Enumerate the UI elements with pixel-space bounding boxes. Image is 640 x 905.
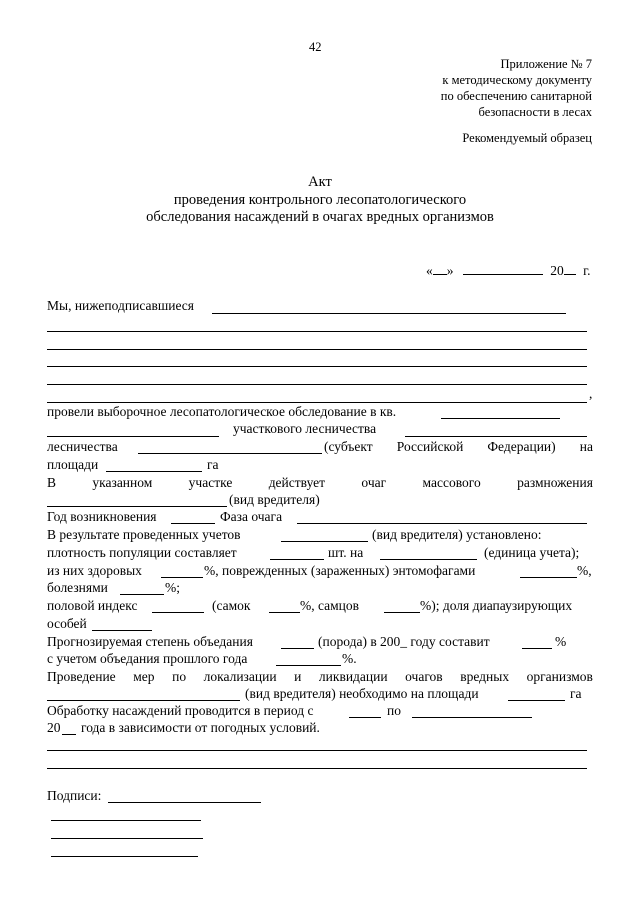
- sex-index-field[interactable]: [152, 612, 204, 613]
- undersigned-line-3[interactable]: [47, 349, 587, 350]
- density-unit-field[interactable]: [380, 559, 477, 560]
- individuals-field[interactable]: [92, 630, 152, 631]
- annex-line-1: Приложение № 7: [500, 57, 592, 71]
- density-field[interactable]: [270, 559, 324, 560]
- entomophage-field[interactable]: [520, 577, 577, 578]
- treatment-from-field[interactable]: [349, 717, 381, 718]
- forestry-field[interactable]: [138, 453, 322, 454]
- undersigned-line-5[interactable]: [47, 384, 587, 385]
- entomophage-unit: %,: [577, 563, 592, 578]
- pest-field[interactable]: [47, 506, 227, 507]
- signature-line-3[interactable]: [51, 838, 203, 839]
- male-label: %, самцов: [300, 598, 360, 613]
- density-unit-label: (единица учета);: [484, 545, 580, 560]
- female-field[interactable]: [269, 612, 300, 613]
- district-label: участкового лесничества: [233, 421, 377, 436]
- forecast-label-2: (порода) в 200_ году составит: [318, 634, 490, 649]
- measures-sentence: Проведение мер по локализации и ликвидации очагов вредных организмов: [47, 669, 593, 684]
- weather-label: года в зависимости от погодных условий.: [81, 720, 320, 735]
- area-unit: га: [207, 457, 219, 472]
- comma: ,: [589, 386, 593, 401]
- measures-area-field[interactable]: [508, 700, 565, 701]
- doc-title: Акт: [308, 174, 332, 190]
- doc-title-line-2: проведения контрольного лесопатологического: [173, 192, 467, 208]
- measures-area-unit: га: [570, 686, 582, 701]
- male-field[interactable]: [384, 612, 420, 613]
- annex-line-2: к методическому документу: [442, 73, 592, 87]
- measures-label-2: (вид вредителя) необходимо на площади: [245, 686, 479, 701]
- conducted-label: провели выборочное лесопатологическое обследование в кв.: [47, 404, 397, 419]
- diapause-label: %); доля диапаузирующих: [420, 598, 573, 613]
- forecast-unit: %: [555, 634, 567, 649]
- year-field[interactable]: [171, 523, 215, 524]
- page-number: 42: [309, 40, 322, 54]
- treatment-to-field[interactable]: [412, 717, 532, 718]
- recommended-sample: Рекомендуемый образец: [462, 131, 592, 145]
- results-label: В результате проведенных учетов: [47, 527, 241, 542]
- results-pest-field[interactable]: [281, 541, 368, 542]
- year-prefix: 20: [47, 720, 61, 735]
- undersigned-line-6[interactable]: [47, 402, 587, 403]
- area-field[interactable]: [106, 471, 202, 472]
- treatment-label: Обработку насаждений проводится в период с: [47, 703, 314, 718]
- pest-type-label: (вид вредителя): [229, 492, 320, 507]
- signature-line-4[interactable]: [51, 856, 198, 857]
- forestry-label: лесничества: [47, 439, 118, 454]
- sex-index-label: половой индекс: [47, 598, 138, 613]
- disease-field[interactable]: [120, 594, 164, 595]
- undersigned-line-2[interactable]: [47, 331, 587, 332]
- phase-field[interactable]: [297, 523, 587, 524]
- undersigned-line-4[interactable]: [47, 366, 587, 367]
- signature-line-1[interactable]: [108, 802, 261, 803]
- treatment-year-field[interactable]: [62, 734, 76, 735]
- accounting-field[interactable]: [276, 665, 341, 666]
- notes-line-2[interactable]: [47, 768, 587, 769]
- healthy-field[interactable]: [161, 577, 203, 578]
- density-unit: шт. на: [328, 545, 364, 560]
- accounting-label: с учетом объедания прошлого года: [47, 651, 248, 666]
- treatment-to-label: по: [387, 703, 401, 718]
- results-label-2: (вид вредителя) установлено:: [372, 527, 542, 542]
- outbreak-sentence: В указанном участке действует очаг массового размножения: [47, 475, 593, 490]
- forecast-percent-field[interactable]: [522, 648, 552, 649]
- forecast-field[interactable]: [281, 648, 314, 649]
- undersigned-label: Мы, нижеподписавшиеся: [47, 298, 194, 313]
- notes-line-1[interactable]: [47, 750, 587, 751]
- date-field[interactable]: « » 20 г.: [426, 263, 591, 278]
- individuals-label: особей: [47, 616, 87, 631]
- quarter-field[interactable]: [441, 418, 560, 419]
- healthy-label: из них здоровых: [47, 563, 142, 578]
- phase-label: Фаза очага: [220, 509, 283, 524]
- district-name-field[interactable]: [47, 436, 219, 437]
- annex-line-4: безопасности в лесах: [478, 105, 592, 119]
- density-label: плотность популяции составляет: [47, 545, 237, 560]
- signatures-label: Подписи:: [47, 788, 102, 803]
- accounting-unit: %.: [342, 651, 357, 666]
- disease-unit: %;: [165, 580, 180, 595]
- forecast-label: Прогнозируемая степень объедания: [47, 634, 253, 649]
- area-label: площади: [47, 457, 99, 472]
- annex-line-3: по обеспечению санитарной: [440, 89, 592, 103]
- disease-label: болезнями: [47, 580, 108, 595]
- undersigned-field[interactable]: [212, 313, 566, 314]
- measures-pest-field[interactable]: [47, 700, 240, 701]
- district-field-right[interactable]: [405, 436, 587, 437]
- region-label: (субъект Российской Федерации) на: [324, 439, 593, 454]
- doc-title-line-3: обследования насаждений в очагах вредных организмов: [146, 209, 494, 225]
- female-label: (самок: [212, 598, 251, 613]
- signature-line-2[interactable]: [51, 820, 201, 821]
- entomophage-label: %, поврежденных (зараженных) энтомофагами: [204, 563, 476, 578]
- year-label: Год возникновения: [47, 509, 157, 524]
